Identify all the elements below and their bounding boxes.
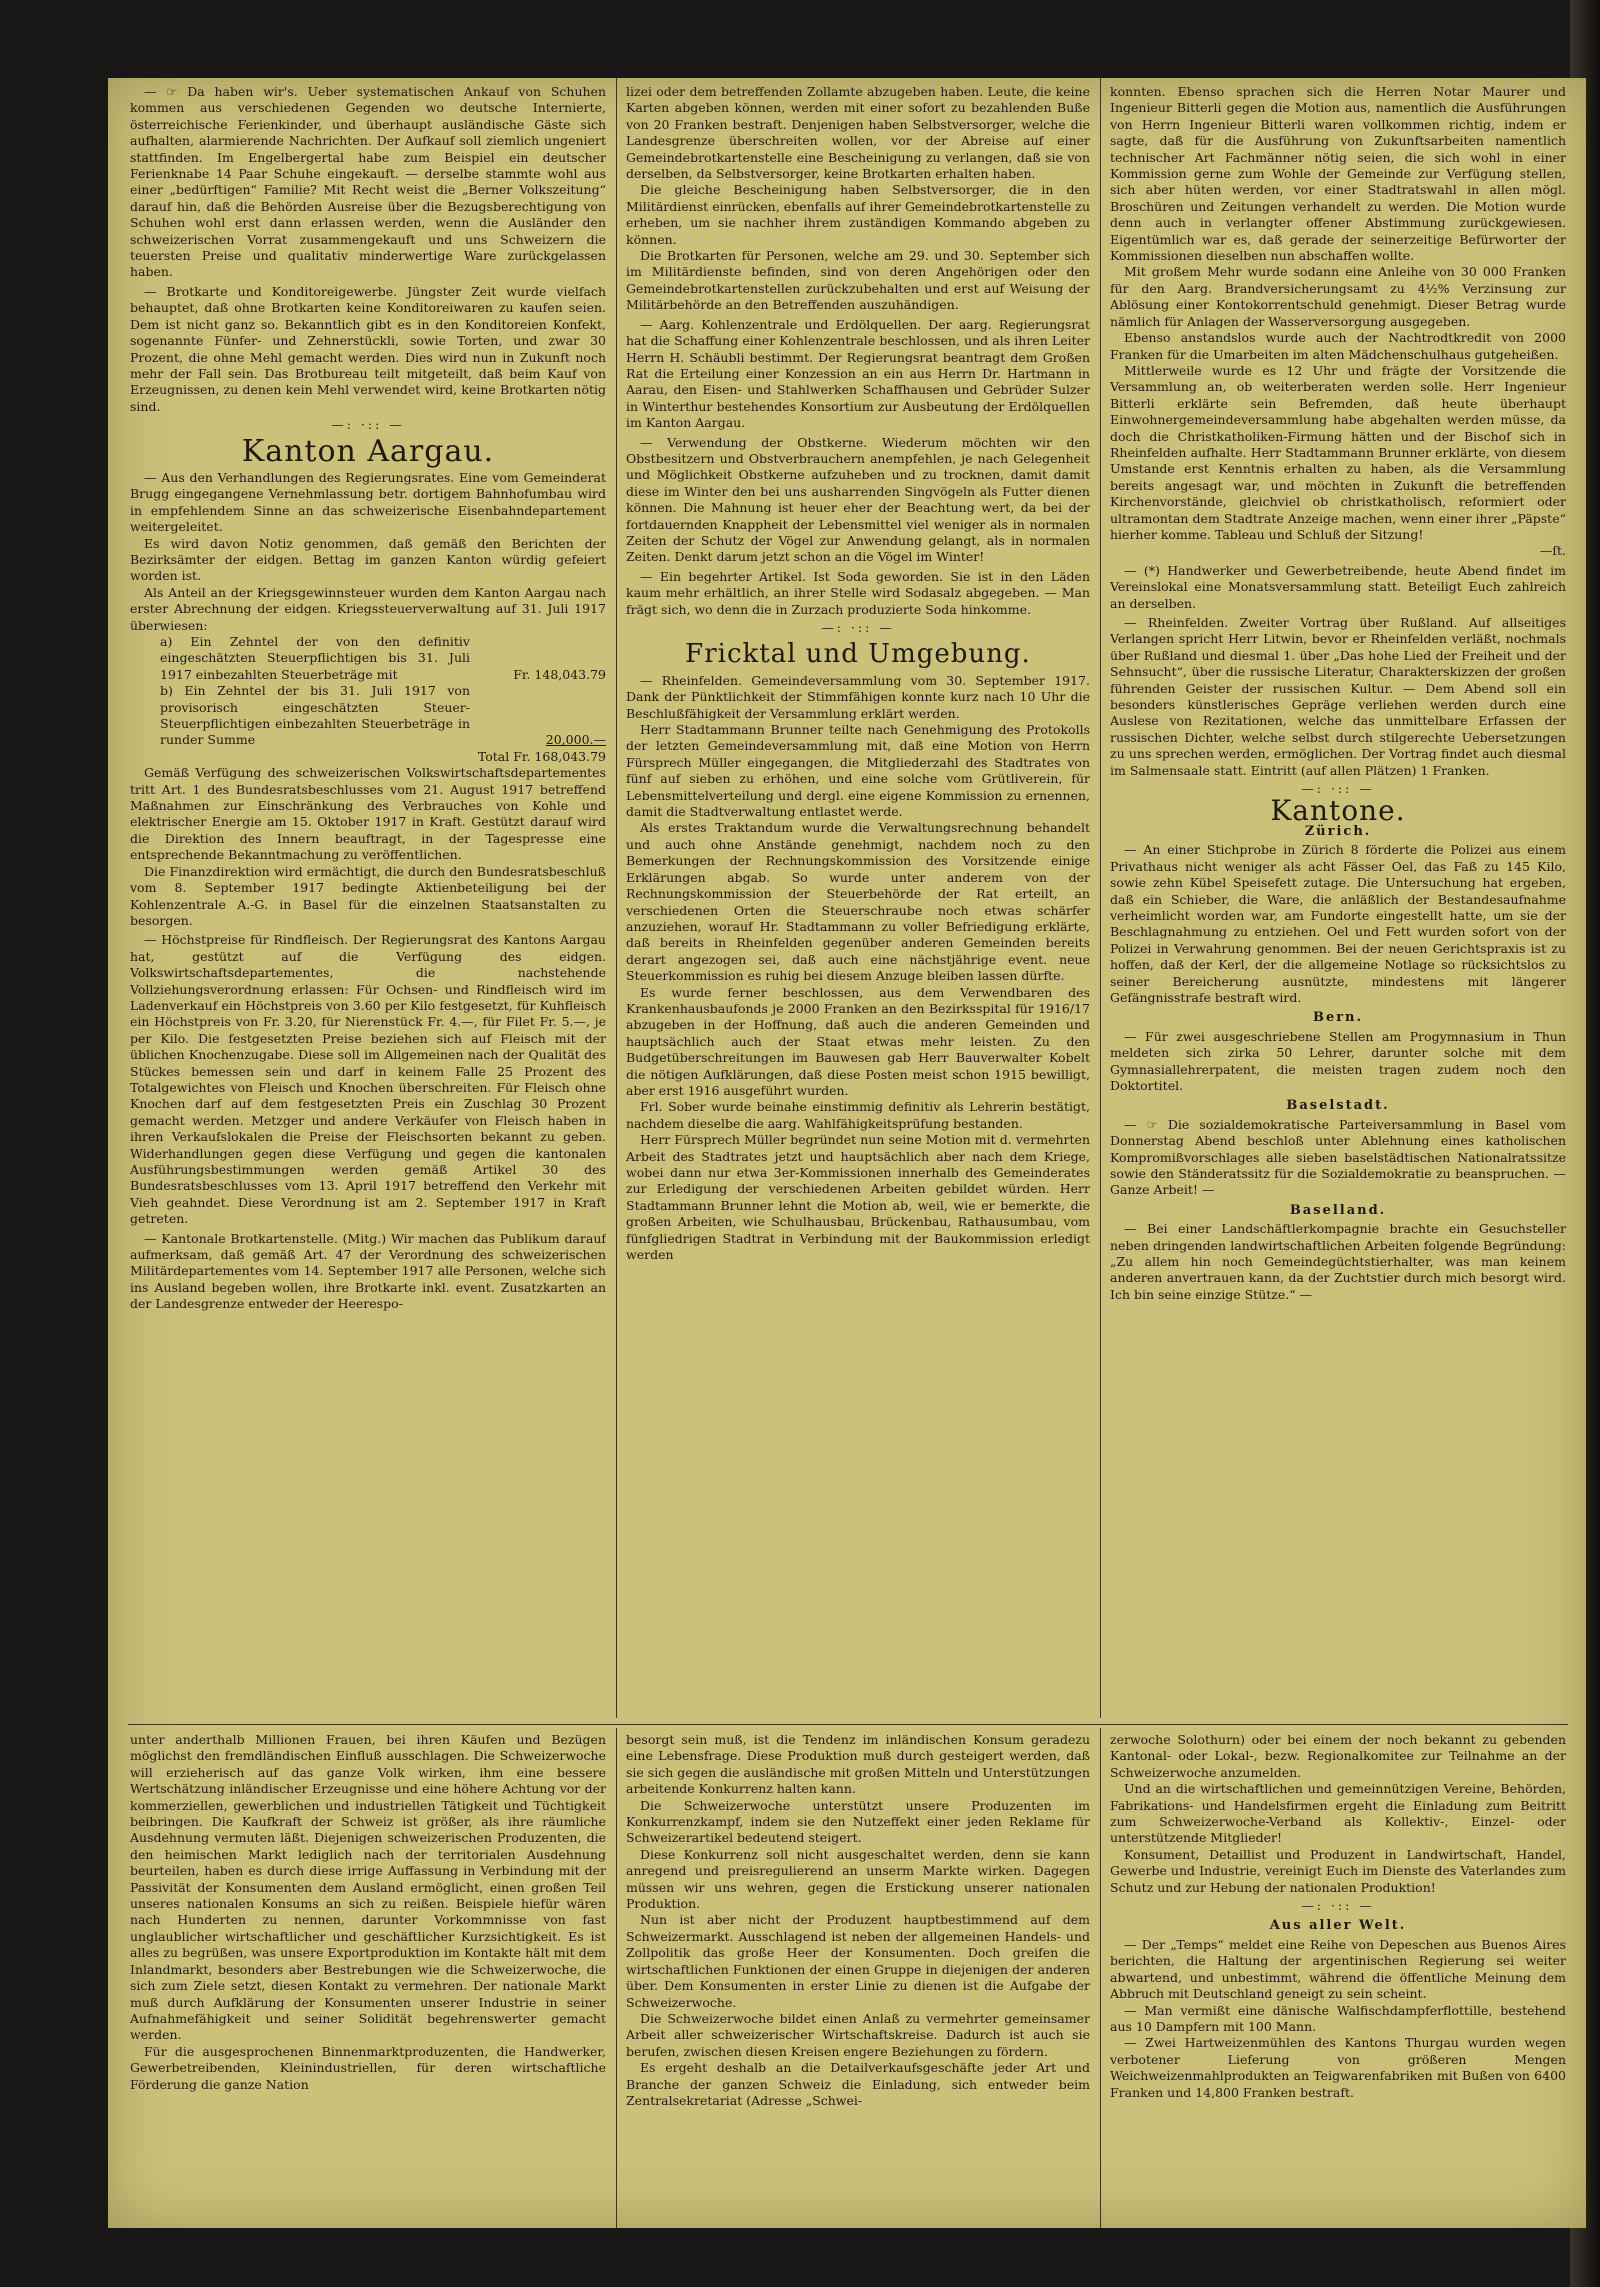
bottom-article-3b: Und an die wirtschaftlichen und gemeinnützigen Vereine, Behörden, Fabrikations- und Handelsfirmen ergeht die Einladung zum Beitritt zum Schweizerwoche-Verband als Kollektiv-, Einzel- oder unterstützende Mitglieder! [1110,1781,1566,1846]
article-verwaltungsrechnung: Als erstes Traktandum wurde die Verwaltungsrechnung behandelt und auch ohne Anstände genehmigt, nachdem noch zu den Bemerkungen der Rechnungskommission des Vorsitzende einige Erklärungen abgab. So wurde unter anderem von der Rechnungskommission der Steuerbehörde der Rat erteilt, an verschiedenen Orten die Steuerschraube noch etwas schärfer anzuziehen, worauf Hr. Stadtammann zu voller Befriedigung erklärte, daß bereits in Rheinfelden gegenüber anderen Gemeinden bereits derart angezogen sei, daß auch eine nächstjährige event. neue Steuerkommission es ruhig bei diesem Anzuge bleiben lassen dürfte. [626,820,1090,984]
article-sitzung: Mittlerweile wurde es 12 Uhr und frägte der Vorsitzende die Versammlung an, ob weiterberaten werden solle. Herr Ingenieur Bitterli erklärte sein Befremden, daß heute überhaupt Einwohnergemeindeversammlung habe abgehalten werden müsse, da doch die Christkatholiken-Firmung hätten und der Bischof sich in Rheinfelden aufhalte. Herr Stadtammann Brunner erklärte, von diesem Umstande erst Kenntnis erhalten zu haben, als die Versammlung bereits angesagt war, und möchten in Zukunft die betreffenden Kirchenvorstände, gleichviel ob christkatholisch, reformiert oder ultramontan dem Stadtrate Anzeige machen, wenn einer ihrer „Päpste“ hierher komme. Tableau und Schluß der Sitzung! [1110,362,1566,542]
section-rule [128,1724,1568,1725]
article-fuersprech-mueller: Herr Fürsprech Müller begründet nun seine Motion mit d. vermehrten Arbeit des Stadtrates jetzt und hauptsächlich aber nach dem Kriege, wobei dann nur etwa 3er-Kommissionen innerhalb des Gemeinderates zur Erledigung der verschiedenen Arbeiten gebildet würden. Herr Stadtammann Brunner lehnt die Motion ab, weil, wie er bemerkte, die großen Arbeiten, wie Schulhausbau, Brückenbau, Rathausumbau, vom fünfgliedrigen Stadtrat in Verbindung mit der Baukommission erledigt werden [626,1132,1090,1263]
tax-table [130,634,606,765]
tax-row-b-value: 20,000.— [545,732,606,748]
column-3 [1110,84,1566,1720]
article-vortrag-russland: — Rheinfelden. Zweiter Vortrag über Rußland. Auf allseitiges Verlangen spricht Herr Litwin, bevor er Rheinfelden verläßt, nochmals über Rußland und diesmal 1. über „Das hohe Lied der Freiheit und der Sehnsucht“, über die russische Literatur, Charakterskizzen der großen führenden Geister der russischen Kultur. — Dem Abend soll ein besonders künstlerisches Gepräge verliehen werden durch eine Auslese von Rezitationen, welche das unmittelbare Erfassen der russischen Dichter, welche selbst durch stilgerechte Uebersetzungen zu uns sprechen werden, ermöglichen. Der Vortrag findet auch diesmal im Salmensaale statt. Eintritt (auf allen Plätzen) 1 Franken. [1110,615,1566,778]
bottom-article-2f: Es ergeht deshalb an die Detailverkaufsgeschäfte jeder Art und Branche der ganzen Schweiz die Einladung, sich entweder beim Zentralsekretariat (Adresse „Schwei- [626,2060,1090,2108]
article-obstkerne: — Verwendung der Obstkerne. Wiederum möchten wir den Obstbesitzern und Obstverbrauchern anempfehlen, je nach Gelegenheit und Möglichkeit Obstkerne aufzuheben und zu trocknen, damit damit diese im Winter den bei uns ausharrenden Singvögeln als Futter dienen können. Die Mahnung ist heuer eher der Beachtung wert, da bei der fortdauernden Knappheit der Lebensmittel viel weniger als in normalen Zeiten der Schutz der Vögel zur Anwendung gelangt, als in normalen Zeiten. Denkt darum jetzt schon an die Vögel im Winter! [626,434,1090,565]
article-brotkartenstelle-cont: lizei oder dem betreffenden Zollamte abzugeben haben. Leute, die keine Karten abgeben können, werden mit einer sofort zu bezahlenden Buße von 20 Franken bestraft. Denjenigen haben Selbstversorger, welche die Landesgrenze überschreiten wollen, vor der Abreise auf einer Gemeindebrotkartenstelle eine Bescheinigung zu verlangen, daß sie von derselben, da Selbstversorger, keine Brotkarten erhalten haben. [626,84,1090,182]
section-headline-fricktal: Fricktal und Umgebung. [685,639,1031,670]
subhead-baselland: Baselland. [1289,1202,1387,1218]
article-da-haben-wirs: — ☞ Da haben wir's. Ueber systematischen Ankauf von Schuhen kommen aus verschiedenen Gegenden wo deutsche Internierte, österreichische Ferienkinder, und überhaupt ausländische Gäste sich aufhalten, alarmierende Nachrichten. Der Aufkauf soll ziemlich ungeniert stattfinden. Im Engelbergertal habe zum Beispiel ein deutscher Ferienknabe 14 Paar Schuhe eingekauft. — derselbe stammte wohl aus einer „bedürftigen“ Familie? Mit Recht weist die „Berner Volkszeitung“ darauf hin, daß die Behörden Ausreise über die Bezugsberechtigung von Schuhen wohl erst dann erlassen werden, wenn die Ausländer den schweizerischen Vorrat zusammengekauft und uns Schweizern die teuersten Preise und qualitativ minderwertige Ware zurückgelassen haben. [130,84,606,280]
column-1 [130,84,606,1720]
article-zuerich: — An einer Stichprobe in Zürich 8 förderte die Polizei aus einem Privathaus nicht weniger als acht Fässer Oel, das Faß zu 145 Kilo, sowie zehn Kübel Speisefett zutage. Die Untersuchung hat ergeben, daß ein Schieber, die Ware, die anläßlich der Bestandesaufnahme verheimlicht worden war, am Fundorte eingestellt hatte, um sie der Beschlagnahmung zu entziehen. Oel und Fett wurden sofort von der Polizei in Verwahrung genommen. Bei der neuen Gerichtspraxis ist zu hoffen, daß der Kerl, der die allgemeine Notlage so rücksichtslos zu seiner Bereicherung ausnützte, mindestens mit längerer Gefängnisstrafe bestraft wird. [1110,842,1566,1005]
tax-row-b-label: b) Ein Zehntel der bis 31. Juli 1917 von provisorisch eingeschätzten Steuer-Steuerpflichtigen einbezahlten Steuerbeträge in runder Summe [160,683,470,748]
article-motion-cont: konnten. Ebenso sprachen sich die Herren Notar Maurer und Ingenieur Bitterli gegen die Motion aus, namentlich die Ausführungen von Herrn Ingenieur Bitterli waren vollkommen richtig, indem er sagte, daß für die Ausführung von Zukunftsarbeiten namentlich technischer Art Fachmänner nötig seien, die sich wohl in einer Kommission gerne zum Wohle der Gemeinde zur Verfügung stellen, sich aber hüten werden, vor einer Stadtratswahl in allen mögl. Broschüren und Zeitungen verhandelt zu werden. Die Motion wurde denn auch in verlangter offener Abstimmung zurückgewiesen. Eigentümlich war es, daß gerade der seinerzeitige Befürworter der Kommissionen dieselben nun abschaffen wollte. [1110,84,1566,264]
section-headline-kantone: Kantone. [1270,794,1406,828]
tax-total: Total Fr. 168,043.79 [477,748,606,764]
article-krankenhausbaufonds: Es wurde ferner beschlossen, aus dem Verwendbaren des Krankenhausbaufonds je 2000 Franken an den Bezirksspital für 1916/17 abzugeben in der Hoffnung, daß auch die anderen Gemeinden und hauptsächlich auch der Staat etwas mehr leisten. Zu den Budgetüberschreitungen im Bauwesen gab Herr Bauverwalter Kobelt die nötigen Aufklärungen, daß diese Posten meist schon 1915 bewilligt, aber erst 1916 ausgeführt wurden. [626,984,1090,1098]
bottom-article-2b: Die Schweizerwoche unterstützt unsere Produzenten im Konkurrenzkampf, indem sie den Nutzeffekt einer jeden Reklame für Schweizerartikel bedeutend steigert. [626,1797,1090,1846]
article-regierungsrat: — Aus den Verhandlungen des Regierungsrates. Eine vom Gemeinderat Brugg eingegangene Vernehmlassung betr. dortigem Bahnhofumbau wird in empfehlendem Sinne an das schweizerische Eisenbahndepartement weitergeleitet. [130,469,606,535]
bottom-article-2: besorgt sein muß, ist die Tendenz im inländischen Konsum geradezu eine Lebensfrage. Diese Produktion muß durch gesteigert werden, daß sie sich gegen die ausländische mit großen Mitteln und Unterstützungen arbeitende Konkurrenz halten kann. [626,1732,1090,1797]
article-temps: — Der „Temps“ meldet eine Reihe von Depeschen aus Buenos Aires berichten, die Haltung der argentinischen Regierung sei weiter abwartend, und unbestimmt, während die öffentliche Meinung dem Abbruch mit Deutschland geneigt zu sein scheint. [1110,1936,1566,2002]
article-rheinfelden-gemeindeversammlung: — Rheinfelden. Gemeindeversammlung vom 30. September 1917. Dank der Pünktlichkeit der Stimmfähigen konnte kurz nach 10 Uhr die Beschlußfähigkeit der Versammlung erklärt werden. [626,672,1090,721]
article-lehrerin: Frl. Sober wurde beinahe einstimmig definitiv als Lehrerin bestätigt, nachdem dieselbe die aarg. Wahlfähigkeitsprüfung bestanden. [626,1099,1090,1131]
column-rule [1100,78,1101,1718]
article-bettag: Es wird davon Notiz genommen, daß gemäß den Berichten der Bezirksämter der eidgen. Bettag im ganzen Kanton würdig gefeiert worden ist. [130,535,606,584]
article-bern: — Für zwei ausgeschriebene Stellen am Progymnasium in Thun meldeten sich zirka 50 Lehrer, darunter solche mit dem Gymnasiallehrerpatent, die meisten tragen zudem noch den Doktortitel. [1110,1028,1566,1093]
subhead-zuerich: Zürich. [1304,823,1372,839]
separator: —: ·:: — [331,417,405,433]
article-kriegsgewinnsteuer: Als Anteil an der Kriegsgewinnsteuer wurden dem Kanton Aargau nach erster Abrechnung der eidgen. Kriegssteuerverwaltung auf 31. Juli 1917 überwiesen: [130,584,606,633]
article-handwerker: — (*) Handwerker und Gewerbetreibende, heute Abend findet im Vereinslokal eine Monatsversammlung statt. Beteiligt Euch zahlreich an derselben. [1110,562,1566,611]
article-finanzdirektion: Die Finanzdirektion wird ermächtigt, die durch den Bundesratsbeschluß vom 8. September 1917 bedingte Aktienbeteiligung bei der Kohlenzentrale A.-G. in Basel für die einzelnen Staatsanstalten zu besorgen. [130,863,606,928]
bottom-article-1: unter anderthalb Millionen Frauen, bei ihren Käufen und Bezügen möglichst den fremdländischen Einfluß ausschlagen. Die Schweizerwoche will erzieherisch auf das ganze Volk wirken, ihm eine bessere Wertschätzung inländischer Erzeugnisse und eine höhere Achtung vor der kommerziellen, gewerblichen und industriellen Tätigkeit und Tüchtigkeit beibringen. Die Kaufkraft der Schweiz ist größer, als ihre räumliche Ausdehnung vermuten läßt. Diejenigen schweizerischen Produzenten, die den heimischen Markt lediglich nach der territorialen Ausdehnung beurteilen, haben es durch diese irrige Auffassung in Verbindung mit der Passivität der Konsumenten dem Ausland ermöglicht, einen großen Teil unseres nationalen Konsums an sich zu reißen. Beispiele hiefür wären nach Hunderten zu nennen, darunter Vorkommnisse von fast unglaublicher wirtschaftlicher und geschäftlicher Kurzsichtigkeit. Es ist alles zu begrüßen, was unsere Exportproduktion im Kontakte hält mit dem Inlandmarkt, besonders aber Bestrebungen wie die Schweizerwoche, die sich zum Ziele setzt, diesen Kontakt zu vermehren. Der nationale Markt muß durch Aufklärung der Konsumenten unserer Industrie in seiner Aufnahmefähigkeit und seiner Solidität begehrenswerter gemacht werden. [130,1732,606,2043]
article-baselland: — Bei einer Landschäftlerkompagnie brachte ein Gesuchsteller neben dringenden landwirtschaftlichen Arbeiten folgende Begründung: „Zu allem hin noch Gemeindegüchtstierhalter, was man keinem anderen anvertrauen kann, da der Zuchtstier durch mich besorgt wird. Ich bin seine einzige Stütze.“ — [1110,1221,1566,1302]
bottom-column-3 [1110,1732,1566,2222]
tax-row-a-label: a) Ein Zehntel der von den definitiv eingeschätzten Steuerpflichtigen bis 31. Juli 1917 einbezahlten Steuerbeträge mit [160,634,470,682]
article-kohlenzentrale: — Aarg. Kohlenzentrale und Erdölquellen. Der aarg. Regierungsrat hat die Schaffung einer Kohlenzentrale beschlossen, und als ihren Leiter Herrn H. Schäubli bestimmt. Der Regierungsrat beantragt dem Großen Rat die Erteilung einer Konzession an ein aus Herrn Dr. Hartmann in Aarau, den Eisen- und Stahlwerken Schaffhausen und Gebrüder Sulzer in Winterthur bestehendes Konsortium zur Ausbeutung der Erdölquellen im Kanton Aargau. [626,316,1090,431]
column-rule [1100,1728,1101,2228]
newspaper-page [108,78,1586,2228]
column-2 [626,84,1090,1720]
subhead-bern: Bern. [1312,1010,1364,1026]
bottom-column-2 [626,1732,1090,2222]
separator: —: ·:: — [1301,781,1375,797]
article-kohle-verbrauch: Gemäß Verfügung des schweizerischen Volkswirtschaftsdepartementes tritt Art. 1 des Bundesratsbeschlusses vom 21. August 1917 betreffend Maßnahmen zur Einschränkung des Verbrauches von Kohle und elektrischer Energie am 15. Oktober 1917 in Kraft. Gestützt darauf wird die Direktion des Innern beauftragt, in der Tagespresse eine entsprechende Bekanntmachung zu veröffentlichen. [130,765,606,863]
separator: —: ·:: — [821,620,895,635]
article-brotkartenstelle: — Kantonale Brotkartenstelle. (Mitg.) Wir machen das Publikum darauf aufmerksam, daß gemäß Art. 47 der Verordnung des schweizerischen Militärdepartementes vom 14. September 1917 alle Personen, welche sich ins Ausland begeben wollen, ihre Brotkarte inkl. event. Zusatzkarten an der Landesgrenze entweder der Heerespo- [130,1230,606,1312]
column-rule [616,78,617,1718]
article-anleihe: Mit großem Mehr wurde sodann eine Anleihe von 30 000 Franken für den Aarg. Brandversicherungsamt zu 4½% Verzinsung zur Ablösung einer Kontokorrentschuld genehmigt. Dieser Betrag wurde nämlich für Anlagen der Wasserversorgung ausgegeben. [1110,264,1566,329]
article-motion: Herr Stadtammann Brunner teilte nach Genehmigung des Protokolls der letzten Gemeindeversammlung mit, daß eine Motion von Herrn Fürsprech Müller eingegangen, die Mitgliederzahl des Stadtrates von fünf auf sieben zu erhöhen, und eine solche vom Grütliverein, für Lebensmittelverteilung und dergl. eine eigene Kommission zu ernennen, damit die Stadtverwaltung entlastet werde. [626,722,1090,820]
article-soda: — Ein begehrter Artikel. Ist Soda geworden. Sie ist in den Läden kaum mehr erhältlich, an ihrer Stelle wird Sodasalz abgegeben. — Man frägt sich, wo denn die in Zurzach produzierte Soda hinkomme. [626,568,1090,617]
bottom-article-1b: Für die ausgesprochenen Binnenmarktproduzenten, die Handwerker, Gewerbetreibenden, Kleinindustriellen, für deren wirtschaftliche Förderung die ganze Nation [130,2043,606,2092]
separator: —: ·:: — [1301,1898,1375,1914]
article-nachtragskredit: Ebenso anstandslos wurde auch der Nachtrodtkredit von 2000 Franken für die Umarbeiten im alten Mädchenschulhaus gutgeheißen. [1110,330,1566,362]
article-hoechstpreise: — Höchstpreise für Rindfleisch. Der Regierungsrat des Kantons Aargau hat, gestützt auf die Verfügung des eidgen. Volkswirtschaftsdepartementes, die nachstehende Vollziehungsverordnung erlassen: Für Ochsen- und Rindfleisch wird im Ladenverkauf ein Höchstpreis von 3.60 per Kilo festgesetzt, für Kuhfleisch ein Höchstpreis von Fr. 3.20, für Nierenstück Fr. 4.—, für Filet Fr. 5.—, je per Kilo. Die festgesetzten Preise beziehen sich auf Fleisch mit der üblichen Knochenzugabe. Diese soll im Allgemeinen nach der Qualität des Stückes bemessen sein und darf in keinem Falle 25 Prozent des Totalgewichtes von Fleisch und Knochen überschreiten. Für Fleisch ohne Knochen darf auf dem festgesetzten Preis ein Zuschlag 30 Prozent gemacht werden. Metzger und andere Verkäufer von Fleisch haben in ihren Verkaufslokalen die Preise der Fleischsorten bekannt zu geben. Widerhandlungen gegen diese Verfügung und gegen die kantonalen Ausführungsbestimmungen werden gemäß Artikel 30 des Bundesratsbeschlusses vom 13. April 1917 betreffend den Verkehr mit Vieh geahndet. Diese Verordnung ist am 2. September 1917 in Kraft getreten. [130,932,606,1227]
subhead-baselstadt: Baselstadt. [1286,1098,1390,1114]
bottom-article-3: zerwoche Solothurn) oder bei einem der noch bekannt zu gebenden Kantonal- oder Lokal-, bezw. Regionalkomitee zur Teilnahme an der Schweizerwoche anzumelden. [1110,1732,1566,1780]
article-selbstversorger: Die gleiche Bescheinigung haben Selbstversorger, die in den Militärdienst einrücken, ebenfalls auf ihrer Gemeindebrotkartenstelle zu erheben, um sie nachher ihrem zuständigen Kommando abgeben zu können. [626,182,1090,247]
section-headline-kanton-aargau: Kanton Aargau. [241,433,495,469]
bottom-article-3c: Konsument, Detaillist und Produzent in Landwirtschaft, Handel, Gewerbe und Industrie, vereinigt Euch im Dienste des Vaterlandes zum Schutz und zur Hebung der nationalen Produktion! [1110,1846,1566,1895]
article-militaerdienst: Die Brotkarten für Personen, welche am 29. und 30. September sich im Militärdienste befinden, sind von deren Angehörigen oder den Gemeindebrotkartenstellen zurückzubehalten und erst auf Weisung der Militärbehörde an den Betreffenden auszuhändigen. [626,248,1090,313]
article-brotkarte: — Brotkarte und Konditoreigewerbe. Jüngster Zeit wurde vielfach behauptet, daß ohne Brotkarten keine Konditoreiwaren zu kaufen seien. Dem ist nicht ganz so. Bekanntlich gibt es in den Konditoreien Konfekt, sogenannte Fünfer- und Zehnerstückli, sowie Torten, und zwar 30 Prozent, die ohne Mehl gemacht werden. Dies wird nun in Zukunft noch mehr der Fall sein. Das Brotbureau teilt mitgeteilt, daß beim Kauf von Erzeugnissen, zu denen kein Mehl verwendet wird, keine Brotkarten nötig sind. [130,283,606,414]
column-rule [616,1728,617,2228]
bottom-article-2d: Nun ist aber nicht der Produzent hauptbestimmend auf dem Schweizermarkt. Ausschlagend ist neben der allgemeinen Handels- und Zollpolitik das große Heer der Konsumenten. Doch greifen die wirtschaftlichen Funktionen der einen Gruppe in diejenigen der anderen über. Dem Konsumenten in erster Linie zu dienen ist die Aufgabe der Schweizerwoche. [626,1912,1090,2010]
bottom-column-1 [130,1732,606,2222]
signature: —ſt. [1539,543,1566,559]
article-thurgau: — Zwei Hartweizenmühlen des Kantons Thurgau wurden wegen verbotener Lieferung von größeren Mengen Weichweizenmahlprodukten an Teigwarenfabriken mit Bußen von 6400 Franken und 14,800 Franken bestraft. [1110,2035,1566,2100]
article-baselstadt: — ☞ Die sozialdemokratische Parteiversammlung in Basel vom Donnerstag Abend beschloß unter Ablehnung eines katholischen Kompromißvorschlages alle sieben baselstädtischen Nationalratssitze sowie den Ständeratssitz für die Sozialdemokratie zu beanspruchen. — Ganze Arbeit! — [1110,1116,1566,1198]
bottom-article-2c: Diese Konkurrenz soll nicht ausgeschaltet werden, denn sie kann anregend und preisregulierend an unserm Markte wirken. Dagegen müssen wir uns wehren, gegen die Erstickung unserer nationalen Produktion. [626,1846,1090,1912]
subhead-aus-aller-welt: Aus aller Welt. [1269,1918,1407,1934]
bottom-article-2e: Die Schweizerwoche bildet einen Anlaß zu vermehrter gemeinsamer Arbeit aller schweizerischer Wirtschaftskreise. Dadurch ist auch sie berufen, zwischen diesen Kreisen engere Beziehungen zu fördern. [626,2010,1090,2059]
tax-row-a-value: Fr. 148,043.79 [513,666,606,682]
article-walfisch: — Man vermißt eine dänische Walfischdampferflottille, bestehend aus 10 Dampfern mit 100 Mann. [1110,2002,1566,2034]
